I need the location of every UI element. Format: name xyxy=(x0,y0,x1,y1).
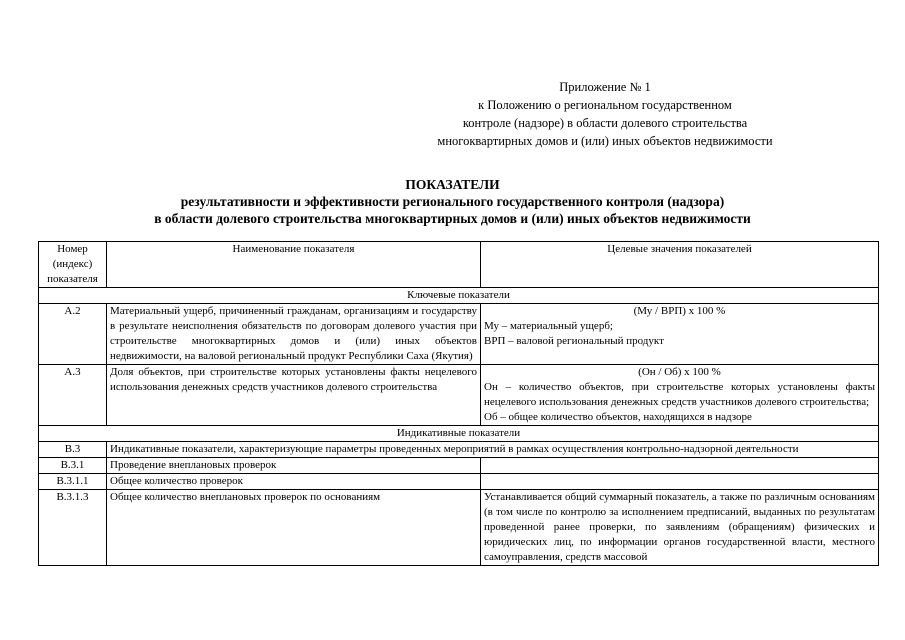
row-target xyxy=(481,474,879,490)
section-row xyxy=(39,426,879,442)
appendix-number: Приложение № 1 xyxy=(559,80,651,94)
row-code: В.3 xyxy=(39,442,107,458)
row-code: В.3.1 xyxy=(39,458,107,474)
row-code: А.3 xyxy=(39,365,107,426)
row-name: Проведение внеплановых проверок xyxy=(107,458,481,474)
table-row xyxy=(39,304,879,365)
indicators-table xyxy=(38,241,879,566)
row-target-text: Устанавливается общий суммарный показатель, а также по различным основаниям (в том числе по контролю за исполнением предписаний, выданных по результатам проведенной ранее проверки, по заявлениям (обращениям) физических и юридических лиц, по информации органов государственной власти, местного самоуправления, средств массовой xyxy=(484,491,875,563)
table-row xyxy=(39,442,879,458)
title-subtitle: в области долевого строительства многоквартирных домов и (или) иных объектов недвижимости xyxy=(154,211,751,226)
row-formula: (Му / ВРП) х 100 % xyxy=(633,305,726,317)
row-name: Доля объектов, при строительстве которых установлены факты нецелевого использования денежных средств участников долевого строительства xyxy=(107,365,481,426)
row-target xyxy=(481,490,879,566)
row-code: А.2 xyxy=(39,304,107,365)
table-row xyxy=(39,458,879,474)
title-heading: ПОКАЗАТЕЛИ xyxy=(405,177,500,192)
row-name: Общее количество внеплановых проверок по основаниям xyxy=(107,490,481,566)
appendix-line: многоквартирных домов и (или) иных объектов недвижимости xyxy=(437,134,773,148)
row-name: Общее количество проверок xyxy=(107,474,481,490)
table-header-row xyxy=(39,242,879,288)
row-target-line: Об – общее количество объектов, находящихся в надзоре xyxy=(484,411,752,423)
header-number: Номер (индекс) показателя xyxy=(39,242,107,288)
section-indicative-title: Индикативные показатели xyxy=(39,426,879,442)
row-name: Индикативные показатели, характеризующие параметры проведенных мероприятий в рамках осуществления контрольно-надзорной деятельности xyxy=(107,442,879,458)
header-target: Целевые значения показателей xyxy=(481,242,879,288)
row-target xyxy=(481,365,879,426)
appendix-line: к Положению о региональном государственном xyxy=(478,98,732,112)
table-row xyxy=(39,474,879,490)
table-row xyxy=(39,365,879,426)
row-name: Материальный ущерб, причиненный гражданам, организациям и государству в результате неисполнения обязательств по договорам долевого участия при строительстве многоквартирных домов и (или) иных объектов недвижимости, на валовой региональный продукт Республики Саха (Якутия) xyxy=(107,304,481,365)
row-code: В.3.1.3 xyxy=(39,490,107,566)
section-key-title: Ключевые показатели xyxy=(39,288,879,304)
row-target xyxy=(481,458,879,474)
row-target xyxy=(481,304,879,365)
appendix-line: контроле (надзоре) в области долевого строительства xyxy=(462,116,748,130)
row-formula: (Он / Об) х 100 % xyxy=(638,366,721,378)
table-row xyxy=(39,490,879,566)
appendix-header xyxy=(380,78,830,150)
row-target-line: Он – количество объектов, при строительстве которых установлены факты нецелевого использования денежных средств участников долевого строительства; xyxy=(484,381,875,408)
section-row xyxy=(39,288,879,304)
row-target-line: ВРП – валовой региональный продукт xyxy=(484,335,664,347)
document-title xyxy=(60,176,845,227)
row-code: В.3.1.1 xyxy=(39,474,107,490)
header-name: Наименование показателя xyxy=(107,242,481,288)
row-target-line: Му – материальный ущерб; xyxy=(484,320,613,332)
title-subtitle: результативности и эффективности регионального государственного контроля (надзора) xyxy=(180,194,725,209)
